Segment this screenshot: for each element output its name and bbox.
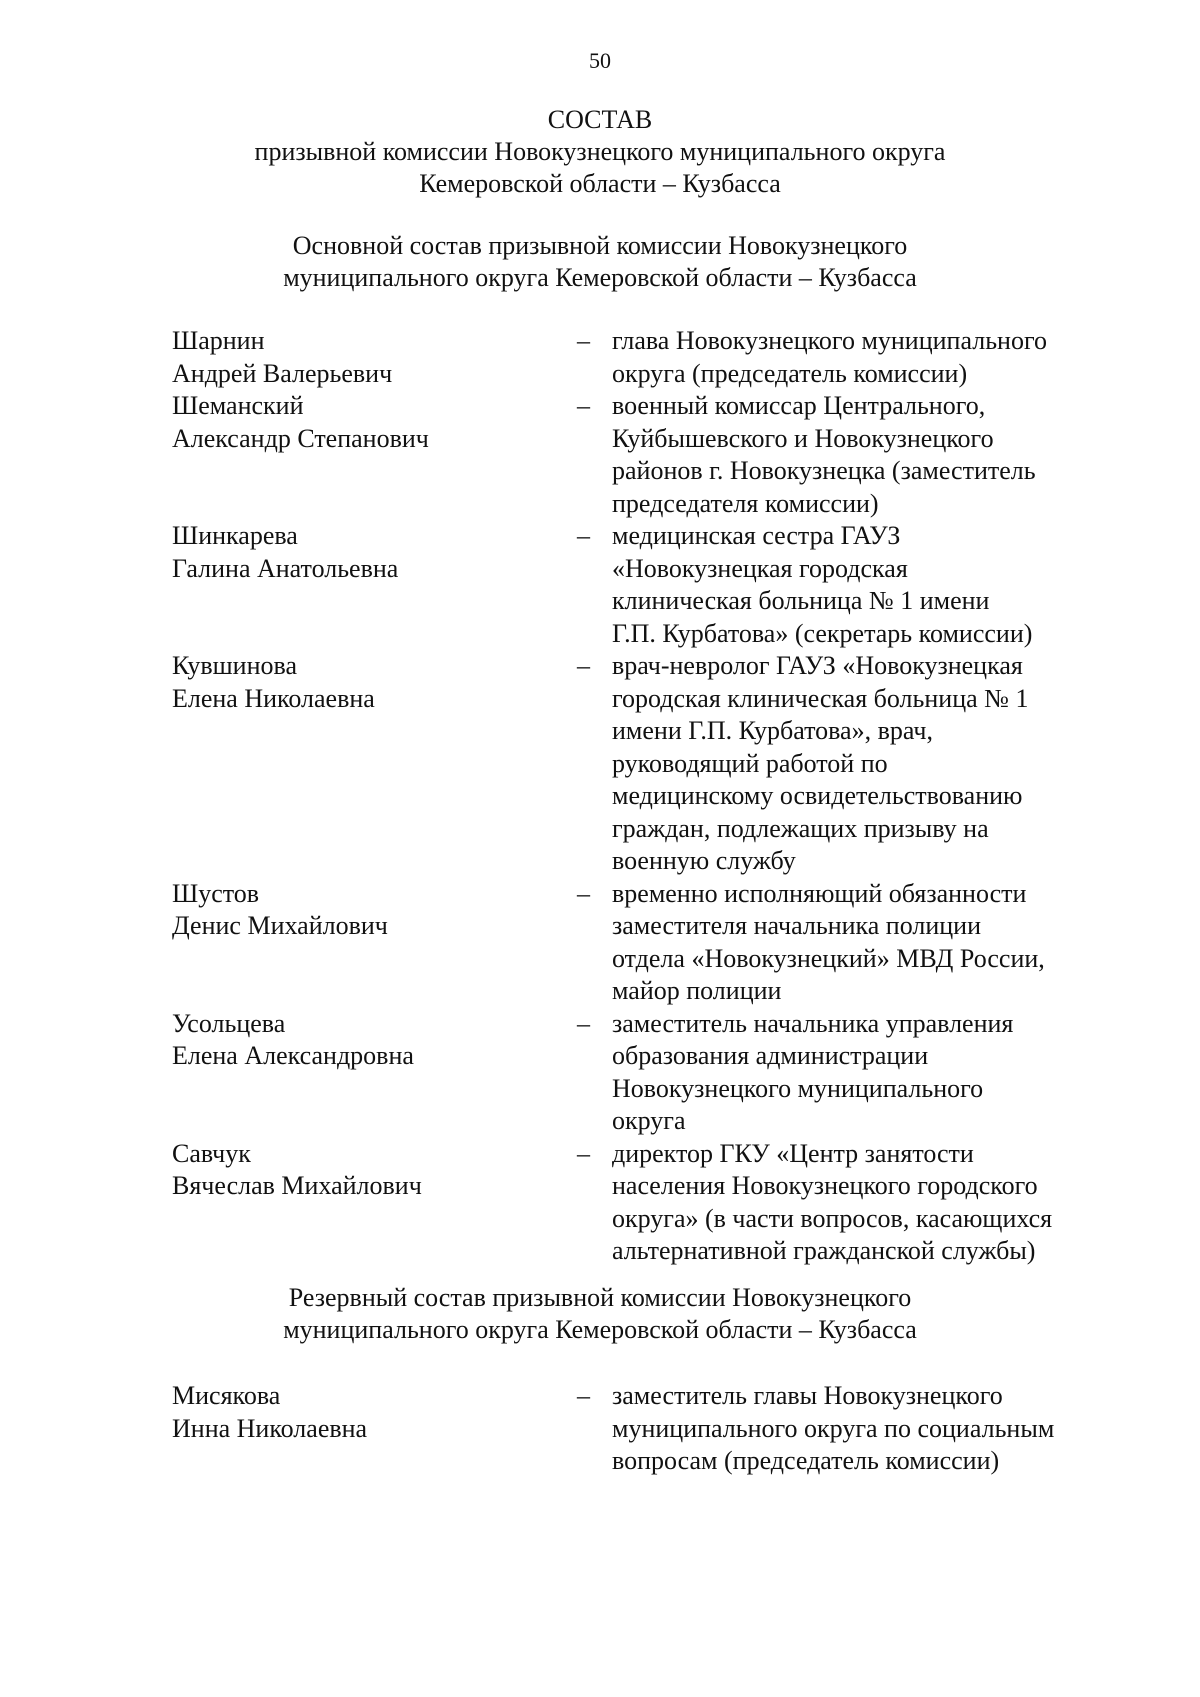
member-given-names: Александр Степанович xyxy=(172,423,429,453)
member-name xyxy=(172,1008,577,1138)
member-role-line: председателя комиссии) xyxy=(612,488,879,518)
member-name xyxy=(172,878,577,1008)
member-dash: – xyxy=(577,1008,590,1038)
member-surname: Савчук xyxy=(172,1138,251,1168)
member-entry xyxy=(172,325,1112,390)
member-given-names: Елена Николаевна xyxy=(172,683,375,713)
reserve-composition-heading xyxy=(0,1282,1200,1346)
member-role-line: муниципального округа по социальным xyxy=(612,1413,1055,1443)
member-role-line: заместителя начальника полиции xyxy=(612,911,982,940)
main-heading-line-2: муниципального округа Кемеровской области – Кузбасса xyxy=(283,263,917,292)
member-given-names: Инна Николаевна xyxy=(172,1413,368,1443)
member-role-line: вопросам (председатель комиссии) xyxy=(612,1446,1000,1475)
main-members-list xyxy=(172,325,1112,1268)
title-line-1: СОСТАВ xyxy=(547,105,653,134)
member-dash: – xyxy=(577,521,590,550)
member-role-line: военную службу xyxy=(612,846,796,875)
member-name xyxy=(172,390,577,520)
member-role-line: временно исполняющий обязанности xyxy=(612,878,1027,908)
member-role-line: заместитель начальника управления xyxy=(612,1008,1014,1038)
member-role-line: врач-невролог ГАУЗ «Новокузнецкая xyxy=(612,651,1023,680)
member-role-line: имени Г.П. Курбатова», врач, xyxy=(612,716,933,745)
member-role-line: альтернативной гражданской службы) xyxy=(612,1236,1036,1265)
member-entry xyxy=(172,878,1112,1008)
member-entry xyxy=(172,1008,1112,1138)
title-line-3: Кемеровской области – Кузбасса xyxy=(419,169,781,198)
member-surname: Усольцева xyxy=(172,1008,286,1038)
member-entry xyxy=(172,390,1112,520)
member-role-line: «Новокузнецкая городская xyxy=(612,553,908,583)
main-heading-line-1: Основной состав призывной комиссии Новокузнецкого xyxy=(292,231,908,260)
member-role-line: медицинская сестра ГАУЗ xyxy=(612,521,901,550)
member-role-line: образования администрации xyxy=(612,1041,929,1070)
member-dash: – xyxy=(577,1381,590,1410)
member-given-names: Вячеслав Михайлович xyxy=(172,1171,422,1200)
member-role-line: округа (председатель комиссии) xyxy=(612,358,968,388)
document-title xyxy=(0,104,1200,200)
member-role xyxy=(612,520,1112,650)
member-name xyxy=(172,650,577,878)
member-role xyxy=(612,878,1112,1008)
member-role-line: глава Новокузнецкого муниципального xyxy=(612,326,1047,355)
member-surname: Шустов xyxy=(172,878,260,908)
member-role-line: городская клиническая больница № 1 xyxy=(612,683,1029,713)
member-dash: – xyxy=(577,391,590,420)
member-role xyxy=(612,1138,1112,1268)
member-surname: Шарнин xyxy=(172,326,265,355)
member-dash: – xyxy=(577,651,590,680)
member-surname: Кувшинова xyxy=(172,651,297,680)
member-name xyxy=(172,1380,577,1478)
member-given-names: Денис Михайлович xyxy=(172,911,388,940)
member-role-line: медицинскому освидетельствованию xyxy=(612,781,1023,810)
member-role-line: населения Новокузнецкого городского xyxy=(612,1171,1038,1200)
member-entry xyxy=(172,520,1112,650)
member-dash: – xyxy=(577,326,590,355)
member-role xyxy=(612,325,1112,390)
page-number: 50 xyxy=(589,48,611,73)
member-role-line: Куйбышевского и Новокузнецкого xyxy=(612,423,994,453)
member-role-line: округа» (в части вопросов, касающихся xyxy=(612,1203,1053,1233)
member-name xyxy=(172,1138,577,1268)
member-role-line: клиническая больница № 1 имени xyxy=(612,586,990,615)
member-given-names: Андрей Валерьевич xyxy=(172,358,393,388)
member-role xyxy=(612,1008,1112,1138)
member-surname: Шинкарева xyxy=(172,521,298,550)
member-role-line: директор ГКУ «Центр занятости xyxy=(612,1138,974,1168)
member-role-line: майор полиции xyxy=(612,976,782,1005)
member-entry xyxy=(172,1380,1112,1478)
member-role xyxy=(612,650,1112,878)
member-dash: – xyxy=(577,1138,590,1168)
member-given-names: Елена Александровна xyxy=(172,1041,414,1070)
member-role-line: Г.П. Курбатова» (секретарь комиссии) xyxy=(612,618,1033,648)
member-role xyxy=(612,390,1112,520)
member-role-line: Новокузнецкого муниципального xyxy=(612,1073,984,1103)
member-role-line: округа xyxy=(612,1106,686,1135)
member-role-line: военный комиссар Центрального, xyxy=(612,391,986,420)
member-entry xyxy=(172,1138,1112,1268)
member-role xyxy=(612,1380,1112,1478)
reserve-heading-line-1: Резервный состав призывной комиссии Новокузнецкого xyxy=(288,1283,912,1312)
title-line-2: призывной комиссии Новокузнецкого муниципального округа xyxy=(254,137,946,166)
main-composition-heading xyxy=(0,230,1200,294)
member-role-line: районов г. Новокузнецка (заместитель xyxy=(612,456,1036,485)
member-role-line: отдела «Новокузнецкий» МВД России, xyxy=(612,943,1045,973)
member-surname: Мисякова xyxy=(172,1381,281,1410)
member-given-names: Галина Анатольевна xyxy=(172,553,399,583)
reserve-heading-line-2: муниципального округа Кемеровской области – Кузбасса xyxy=(283,1315,917,1344)
member-dash: – xyxy=(577,878,590,908)
member-surname: Шеманский xyxy=(172,391,304,420)
member-name xyxy=(172,520,577,650)
member-role-line: заместитель главы Новокузнецкого xyxy=(612,1381,1003,1410)
member-role-line: руководящий работой по xyxy=(612,748,888,778)
member-entry xyxy=(172,650,1112,878)
reserve-members-list xyxy=(172,1380,1112,1478)
member-role-line: граждан, подлежащих призыву на xyxy=(612,813,989,843)
member-name xyxy=(172,325,577,390)
